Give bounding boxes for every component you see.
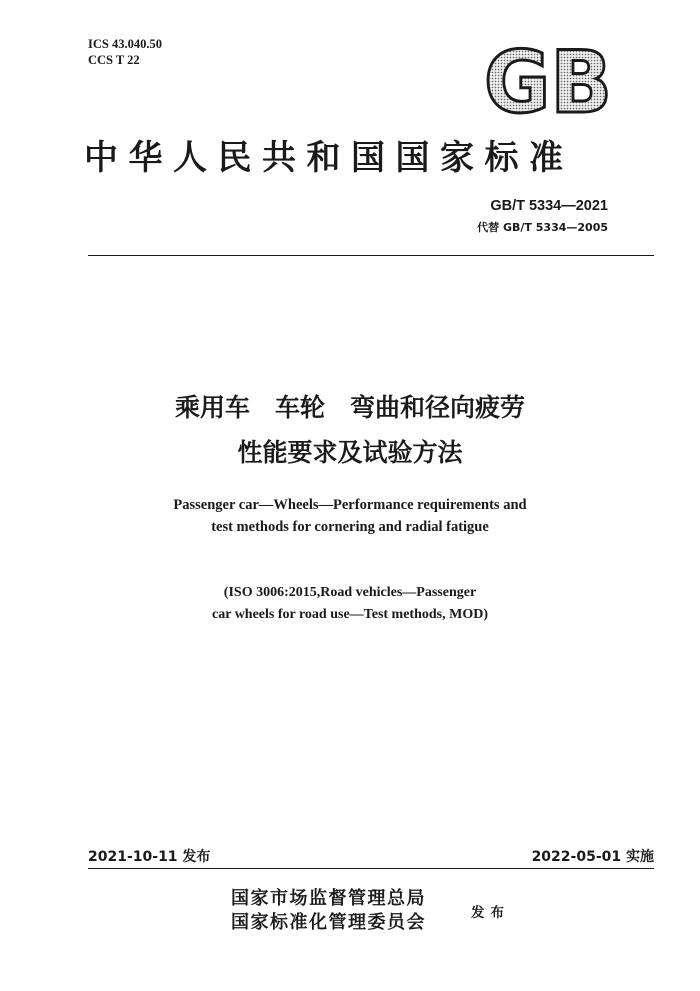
implementation-date: 2022-05-01 实施 [531,849,654,865]
issue-date: 2021-10-11 发布 [88,849,211,865]
title-en-line2: test methods for cornering and radial fatigue [211,519,489,535]
bottom-divider [88,868,654,869]
iso-reference-line2: car wheels for road use—Test methods, MOD) [212,607,488,622]
gb-logo-text: GB [484,44,612,122]
standard-number: GB/T 5334—2021 [490,198,608,214]
replaces-standard: 代替 GB/T 5334—2005 [477,221,608,234]
issue-label: 发布 [471,905,510,921]
ccs-code: CCS T 22 [88,53,140,67]
issuer-samr: 国家市场监督管理总局 [231,888,426,909]
issuer-sac: 国家标准化管理委员会 [231,912,426,933]
classification-codes [88,36,162,68]
title-en-line1: Passenger car—Wheels—Performance requirements and [173,497,527,513]
issuing-authorities [231,887,426,935]
ics-code: ICS 43.040.50 [88,37,162,51]
title-zh-line2: 性能要求及试验方法 [237,438,463,467]
top-divider [88,255,654,256]
title-zh-line1: 乘用车 车轮 弯曲和径向疲劳 [174,393,525,422]
national-standard-heading: 中华人民共和国国家标准 [84,138,574,178]
iso-reference-line1: (ISO 3006:2015,Road vehicles—Passenger [223,585,477,600]
gb-logo [482,44,614,122]
